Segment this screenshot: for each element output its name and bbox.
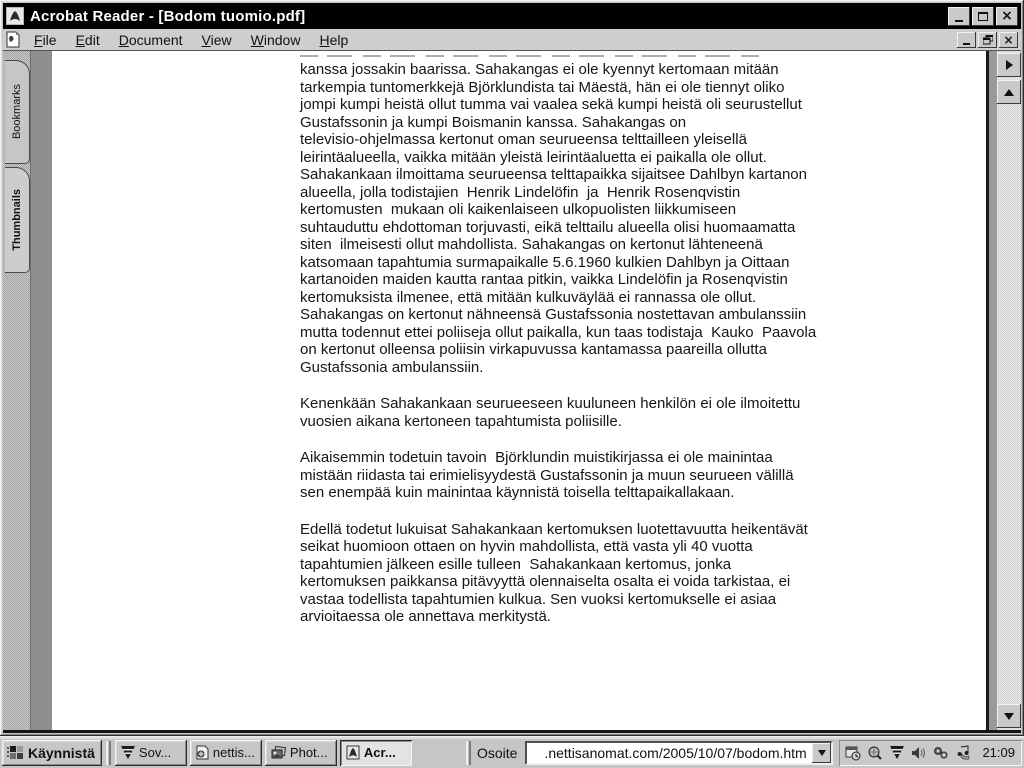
scrollbar-gap	[989, 51, 997, 730]
text-line: kanssa jossakin baarissa. Sahakangas ei ole kyennyt kertomaan mitään	[300, 61, 779, 78]
address-label: Osoite	[476, 744, 518, 761]
close-icon: ×	[1001, 8, 1013, 24]
taskbar-button-label: nettis...	[212, 745, 255, 760]
gears-icon[interactable]	[932, 744, 950, 762]
text-line: Sahakangas on kertonut nähneensä Gustafssonia nostettavan ambulanssiin	[300, 306, 807, 323]
tab-bookmarks[interactable]	[5, 60, 30, 164]
volume-icon[interactable]	[910, 744, 928, 762]
text-line: Kenenkään Sahakankaan seurueeseen kuuluneen henkilön ei ole ilmoitettu	[300, 395, 801, 412]
text-line: vastaa todellista tapahtumien kulkua. Sen vuoksi kertomukselle ei asiaa	[300, 590, 777, 608]
arrow-down-icon	[1004, 713, 1014, 720]
text-line: kertomusten mukaan oli kaikenlaiseen ulkopuolisten liikkumiseen	[300, 201, 737, 218]
acrobat-icon	[346, 745, 360, 760]
scheduler-icon[interactable]	[844, 744, 862, 762]
menu-file[interactable]: File	[34, 31, 57, 48]
search-globe-icon[interactable]	[866, 744, 884, 762]
taskbar-button-label: Phot...	[289, 745, 328, 760]
toolbar-reveal-button[interactable]	[997, 53, 1021, 77]
taskbar-clock[interactable]: 21:09	[982, 745, 1015, 760]
close-button[interactable]	[996, 7, 1018, 26]
text-line: seikat huomioon ottaen on hyvin mahdollista, että vasta yli 40 vuotta	[300, 538, 753, 555]
text-line: alueella, jolla todistajien Henrik Lindelöfin ja Henrik Rosenqvistin	[300, 183, 741, 201]
text-line: Gustafssonia ambulanssiin.	[300, 358, 484, 376]
address-dropdown-button[interactable]	[812, 743, 831, 763]
vertical-scrollbar[interactable]	[997, 51, 1021, 730]
text-line: suhtauduttu ehdottoman torjuvasti, eikä telttailu alueella olisi huomaamatta	[300, 218, 796, 236]
document-area	[3, 51, 1021, 733]
text-line: Aikaisemmin todetuin tavoin Björklundin muistikirjassa ei ole mainintaa	[300, 449, 773, 466]
address-toolbar-grip[interactable]	[466, 741, 471, 765]
maximize-button[interactable]	[972, 7, 994, 26]
mdi-restore-button[interactable]	[978, 32, 997, 48]
text-line: on kertonut olleensa poliisin virkapuvussa kantamassa paareilla ollutta	[300, 341, 767, 358]
arrow-up-icon	[1004, 89, 1014, 96]
start-label: Käynnistä	[28, 744, 95, 761]
navigation-sidebar	[3, 51, 31, 730]
minimize-icon	[963, 43, 970, 45]
text-line: kertomuksista ilmenee, että mitään kulkuväylää ei rannassa ole ollut.	[300, 288, 757, 306]
clipped-text-line	[300, 52, 768, 57]
menu-edit[interactable]: Edit	[75, 31, 100, 48]
menu-view[interactable]: View	[201, 31, 232, 48]
tab-bookmarks-label: Bookmarks	[11, 84, 23, 140]
text-line: Gustafssonin ja kumpi Boismanin kanssa. Sahakangas on	[300, 113, 687, 131]
paragraph	[300, 521, 900, 626]
pdf-document-icon[interactable]	[6, 31, 20, 48]
chevron-down-icon	[818, 750, 826, 756]
minimize-icon	[955, 20, 963, 22]
windows-flag-icon	[6, 745, 24, 760]
text-line: mutta todennut ettei poliiseja ollut paikalla, kun taas todistaja Kauko Paavola	[300, 323, 817, 341]
taskbar-grip[interactable]	[106, 741, 111, 765]
media-note-icon[interactable]	[954, 744, 972, 762]
scroll-up-button[interactable]	[997, 80, 1021, 104]
restore-icon	[983, 35, 993, 45]
tab-thumbnails[interactable]	[5, 167, 30, 273]
scroll-down-button[interactable]	[997, 704, 1021, 728]
paragraph	[300, 61, 900, 376]
text-line: siten ilmeisesti ollut mahdollista. Sahakangas on kertonut lähteneenä	[300, 236, 763, 253]
page-margin-background	[31, 51, 52, 730]
taskbar-button-acrobat[interactable]	[340, 740, 412, 766]
menu-help[interactable]: Help	[319, 31, 349, 48]
paragraph	[300, 449, 900, 502]
text-line: arvioitaessa ole annettava merkitystä.	[300, 608, 551, 625]
text-line: katsomaan tapahtumia surmapaikalle 5.6.1960 kulkien Dahlbyn ja Oittaan	[300, 253, 790, 271]
menu-bar	[3, 29, 1021, 51]
photos-icon	[271, 746, 286, 760]
taskbar-button-label: Acr...	[363, 745, 396, 760]
taskbar-button-label: Sov...	[138, 745, 172, 760]
address-combobox[interactable]	[525, 741, 833, 765]
acrobat-logo-icon	[6, 7, 24, 25]
document-text	[300, 61, 900, 645]
triangle-logo-icon	[121, 746, 135, 759]
text-line: sen enempää kuin mainintaa käynnistä toisella telttapaikallakaan.	[300, 484, 735, 501]
pdf-page	[52, 51, 986, 730]
menu-document[interactable]: Document	[118, 31, 183, 48]
taskbar-button-nettis[interactable]	[190, 740, 262, 766]
minimize-button[interactable]	[948, 7, 970, 26]
text-line: leirintäalueella, vaikka mitään yleistä leirintäaluetta ei paikalla ole ollut.	[300, 148, 767, 166]
paragraph	[300, 395, 900, 430]
menu-window[interactable]: Window	[250, 31, 301, 48]
text-line: Edellä todetut lukuisat Sahakankaan kertomuksen luotettavuutta heikentävät	[300, 520, 808, 538]
text-line: tapahtumien jälkeen esille tulleen Sahakankaan kertomus, jonka	[300, 555, 732, 573]
text-line: jompi kumpi heistä ollut tumma vai vaalea sekä kumpi heistä oli seurustellut	[300, 96, 802, 113]
address-value[interactable]: .nettisanomat.com/2005/10/07/bodom.htm	[544, 744, 807, 761]
arrow-right-icon	[1006, 60, 1013, 70]
mdi-close-button[interactable]	[999, 32, 1018, 48]
window-title: Acrobat Reader - [Bodom tuomio.pdf]	[30, 7, 306, 25]
taskbar-button-sov[interactable]	[115, 740, 187, 766]
maximize-icon	[978, 12, 988, 21]
title-bar[interactable]	[3, 3, 1021, 29]
text-line: Sahakankaan ilmoittama seurueensa telttapaikka sijaitsee Dahlbyn kartanon	[300, 166, 807, 183]
taskbar-button-phot[interactable]	[265, 740, 337, 766]
start-button[interactable]	[2, 740, 102, 766]
taskbar	[0, 736, 1024, 768]
text-line: kertomuksen paikkansa pitävyyttä olennaiselta osalta ei voida tarkistaa, ei	[300, 573, 791, 590]
triangle-logo-icon[interactable]	[888, 744, 906, 762]
webpage-icon	[196, 745, 209, 760]
close-icon: ×	[1003, 32, 1014, 47]
text-line: mistään riidasta tai erimielisyydestä Gustafssonin ja muun seurueen välillä	[300, 466, 794, 484]
tab-thumbnails-label: Thumbnails	[11, 189, 23, 251]
text-line: tarkempia tuntomerkkejä Björklundista tai Mäestä, hän ei ole tiennyt oliko	[300, 78, 785, 96]
system-tray	[839, 740, 1022, 766]
text-line: kartanoiden maiden kautta rantaa pitkin, vaikka Lindelöfin ja Rosenqvistin	[300, 271, 788, 288]
text-line: televisio-ohjelmassa kertonut oman seurueensa telttailleen yleisellä	[300, 131, 747, 148]
mdi-minimize-button[interactable]	[957, 32, 976, 48]
text-line: vuosien aikana kertoneen tapahtumista poliisille.	[300, 412, 622, 430]
